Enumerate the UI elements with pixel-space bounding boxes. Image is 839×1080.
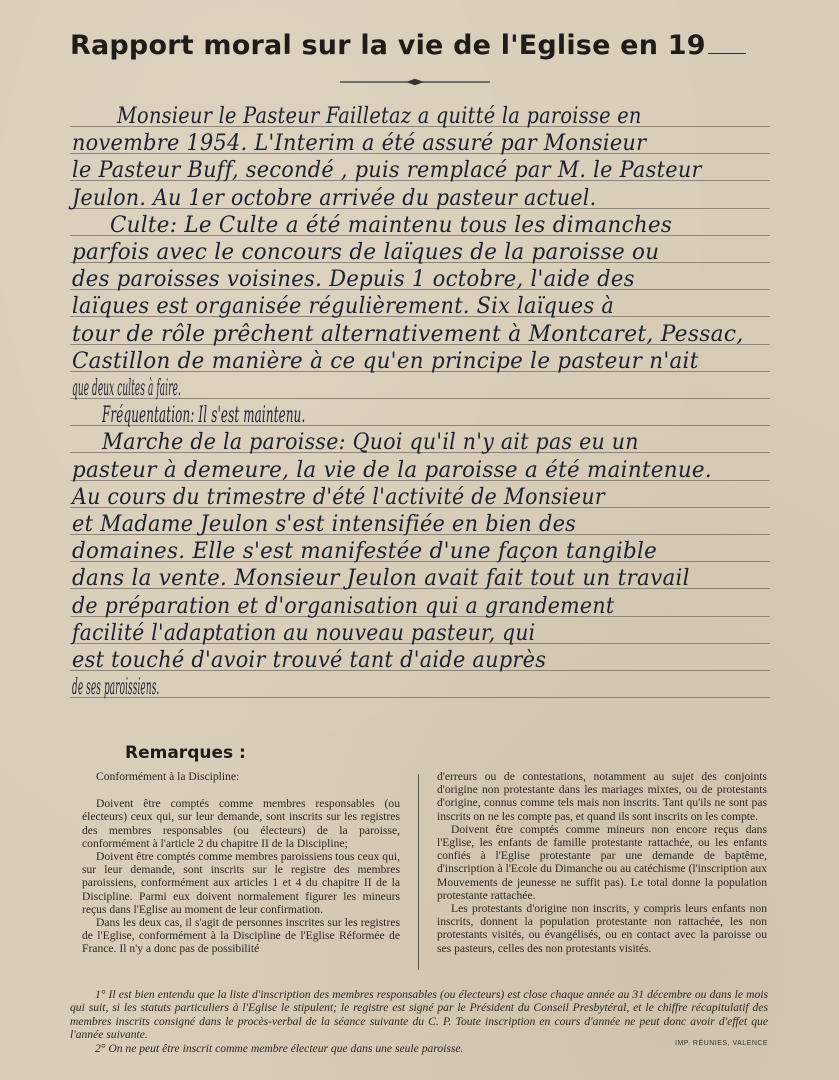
printer-imprint: IMP. RÉUNIES, VALENCE bbox=[675, 1040, 769, 1047]
handwritten-line: est touché d'avoir trouvé tant d'aide auprès bbox=[72, 648, 547, 673]
handwritten-line: laïques est organisée régulièrement. Six laïques à bbox=[72, 294, 615, 320]
handwritten-line: Culte: Le Culte a été maintenu tous les dimanches bbox=[110, 212, 673, 238]
remarks-paragraph: Dans les deux cas, il s'agit de personnes inscrites sur les registres de l'Eglise, conformément à la Discipline de l'Eglise Réformée de France. Il n'y a donc pas de possibilité bbox=[82, 916, 400, 956]
remarks-paragraph: Doivent être comptés comme membres responsables (ou électeurs) ceux qui, sur leur demande, sont inscrits sur les registres des membres responsables (ou électeurs) de la paroisse, conformément à l'article 2 du chapitre II de la Discipline; bbox=[82, 797, 400, 850]
handwritten-line: Monsieur le Pasteur Failletaz a quitté la paroisse en bbox=[117, 104, 642, 129]
handwritten-line: Marche de la paroisse: Quoi qu'il n'y ait pas eu un bbox=[102, 430, 639, 456]
footnote-1: 1° Il est bien entendu que la liste d'inscription des membres responsables (ou électeurs) est close chaque année au 31 décembre ou dans le mois qui suit, si les statuts particuliers à l'Eglise le stipulent; le registre est signé par le Président du Conseil Presbytéral, et le chiffre récapitulatif des membres inscrits consigné dans le procès-verbal de la séance suivante du C. P. Toute inscription en cours d'année ne peut donc avoir d'effet que l'année suivante. bbox=[70, 988, 768, 1042]
remarks-right-column bbox=[437, 770, 767, 955]
handwritten-line: domaines. Elle s'est manifestée d'une façon tangible bbox=[72, 539, 658, 565]
handwritten-line: facilité l'adaptation au nouveau pasteur, qui bbox=[72, 620, 536, 646]
handwritten-line: de ses paroissiens. bbox=[72, 675, 160, 701]
handwritten-line: Castillon de manière à ce qu'en principe le pasteur n'ait bbox=[72, 348, 699, 374]
remarks-left-column bbox=[82, 770, 400, 956]
handwritten-line: et Madame Jeulon s'est intensifiée en bien des bbox=[72, 512, 577, 537]
handwritten-line: pasteur à demeure, la vie de la paroisse a été maintenue. bbox=[72, 457, 712, 483]
title-ornament bbox=[340, 78, 490, 86]
title-text: Rapport moral sur la vie de l'Eglise en 19 bbox=[70, 30, 706, 61]
remarks-paragraph: Doivent être comptés comme mineurs non encore reçus dans l'Eglise, les enfants de famille protestante rattachée, ou les enfants confiés à l'Eglise protestante par une demande de baptême, d'inscription à l'Ecole du Dimanche ou au catéchisme (l'inscription aux Mouvements de jeunesse ne suffit pas). Le total donne la population protestante rattachée. bbox=[437, 822, 767, 902]
handwritten-line: tour de rôle prêchent alternativement à Montcaret, Pessac, bbox=[72, 321, 744, 347]
remarks-heading: Remarques : bbox=[125, 743, 246, 763]
handwritten-line: Fréquentation: Il s'est maintenu. bbox=[102, 403, 306, 429]
handwritten-line: le Pasteur Buff, secondé , puis remplacé par M. le Pasteur bbox=[72, 158, 702, 184]
handwritten-line: des paroisses voisines. Depuis 1 octobre, l'aide des bbox=[72, 267, 635, 293]
footnotes bbox=[70, 988, 768, 1055]
handwritten-line: parfois avec le concours de laïques de la paroisse ou bbox=[72, 240, 660, 265]
footnote-2: 2° On ne peut être inscrit comme membre électeur que dans une seule paroisse. bbox=[95, 1041, 464, 1055]
handwritten-line: dans la vente. Monsieur Jeulon avait fait tout un travail bbox=[72, 566, 690, 592]
handwritten-line: Jeulon. Au 1er octobre arrivée du pasteur actuel. bbox=[72, 185, 597, 211]
remarks-intro: Conformément à la Discipline: bbox=[96, 770, 240, 783]
handwritten-line: que deux cultes à faire. bbox=[72, 376, 181, 401]
column-divider bbox=[418, 774, 419, 970]
handwritten-line: novembre 1954. L'Interim a été assuré par Monsieur bbox=[72, 131, 647, 157]
remarks-paragraph: Les protestants d'origine non inscrits, y compris leurs enfants non inscrits, donnent la population protestante non rattachée, les non protestants visités, ou évangélisés, ou en contact avec la paroisse ou ses pasteurs, celles des non protestants visités. bbox=[437, 902, 767, 955]
handwritten-line: de préparation et d'organisation qui a grandement bbox=[72, 593, 615, 619]
handwritten-line: Au cours du trimestre d'été l'activité de Monsieur bbox=[72, 484, 605, 510]
remarks-paragraph: Doivent être comptés comme membres paroissiens tous ceux qui, sur leur demande, sont inscrits sur le registre des membres paroissiens, conformément aux articles 1 et 4 du chapitre II de la Discipline. Parmi eux doivent normalement figurer les mineurs reçus dans l'Eglise au moment de leur confirmation. bbox=[82, 850, 400, 916]
page-title bbox=[70, 30, 746, 61]
year-blank[interactable] bbox=[708, 35, 746, 54]
remarks-paragraph: d'erreurs ou de contestations, notamment au sujet des conjoints d'origine non protestante dans les mariages mixtes, ou de protestants d'origine, connus comme tels mais non inscrits. Tant qu'ils ne sont pas inscrits on ne les compte pas, et quand ils sont inscrits on les compte. bbox=[437, 770, 767, 823]
